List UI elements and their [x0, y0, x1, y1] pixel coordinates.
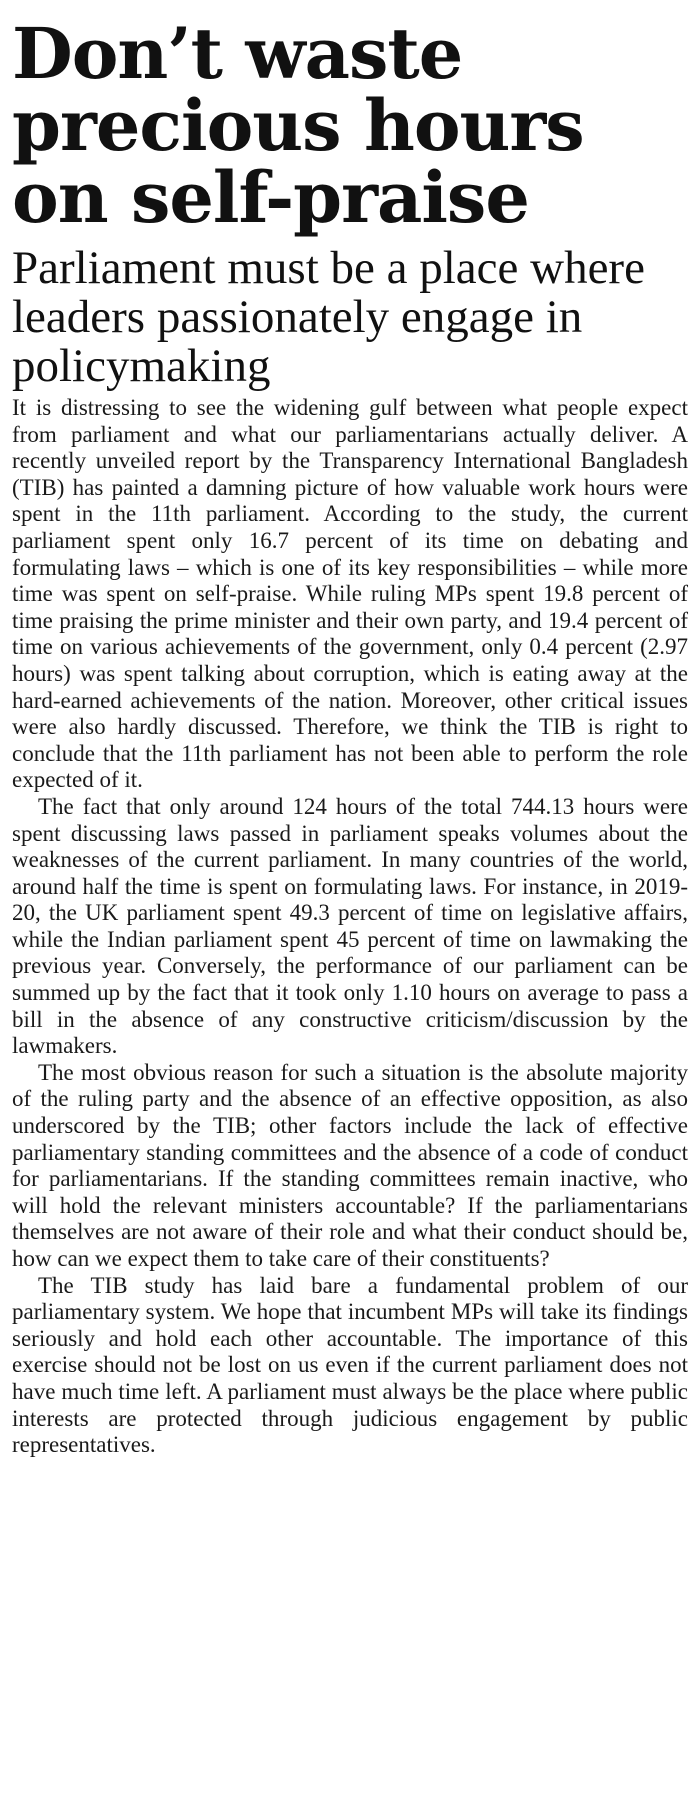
article-body — [12, 395, 688, 1459]
body-paragraph: The TIB study has laid bare a fundamental problem of our parliamentary system. We hope that incumbent MPs will take its findings seriously and hold each other accountable. The importance of this exercise should not be lost on us even if the current parliament does not have much time left. A parliament must always be the place where public interests are protected through judicious engagement by public representatives. — [12, 1272, 688, 1458]
body-paragraph: The most obvious reason for such a situation is the absolute majority of the ruling party and the absence of an effective opposition, as also underscored by the TIB; other factors include the lack of effective parliamentary standing committees and the absence of a code of conduct for parliamentarians. If the standing committees remain inactive, who will hold the relevant ministers accountable? If the parliamentarians themselves are not aware of their role and what their conduct should be, how can we expect them to take care of their constituents? — [12, 1059, 688, 1271]
subheadline: Parliament must be a place where leaders passionately engage in policymaking — [12, 242, 645, 392]
headline: Don’t waste precious hours on self-praise — [12, 12, 584, 239]
body-paragraph: The fact that only around 124 hours of the total 744.13 hours were spent discussing laws passed in parliament speaks volumes about the weaknesses of the current parliament. In many countries of the world, around half the time is spent on formulating laws. For instance, in 2019-20, the UK parliament spent 49.3 percent of time on legislative affairs, while the Indian parliament spent 45 percent of time on lawmaking the previous year. Conversely, the performance of our parliament can be summed up by the fact that it took only 1.10 hours on average to pass a bill in the absence of any constructive criticism/discussion by the lawmakers. — [12, 793, 688, 1059]
body-paragraph: It is distressing to see the widening gulf between what people expect from parliament and what our parliamentarians actually deliver. A recently unveiled report by the Transparency International Bangladesh (TIB) has painted a damning picture of how valuable work hours were spent in the 11th parliament. According to the study, the current parliament spent only 16.7 percent of its time on debating and formulating laws – which is one of its key responsibilities – while more time was spent on self-praise. While ruling MPs spent 19.8 percent of time praising the prime minister and their own party, and 19.4 percent of time on various achievements of the government, only 0.4 percent (2.97 hours) was spent talking about corruption, which is eating away at the hard-earned achievements of the nation. Moreover, other critical issues were also hardly discussed. Therefore, we think the TIB is right to conclude that the 11th parliament has not been able to perform the role expected of it. — [12, 395, 688, 793]
